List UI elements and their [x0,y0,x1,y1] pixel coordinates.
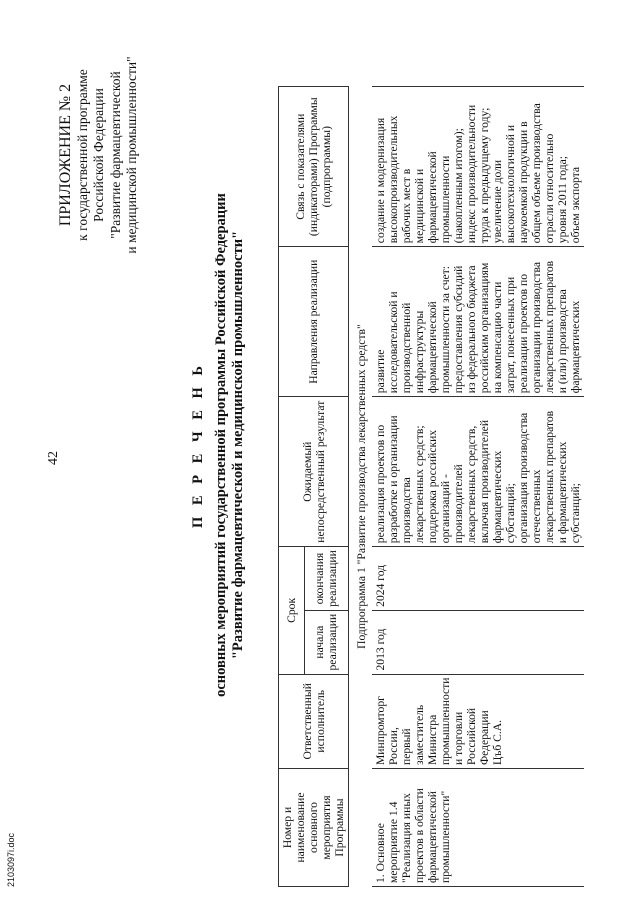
cell-executor: Минпромторг России, первый заместитель Министра промышленности и торговли Российской Федерации Цъб С.А. [372,674,584,768]
header-executor: Ответственный исполнитель [279,674,349,768]
table-row [372,87,584,887]
table-header-row [279,87,305,887]
heading-word: П Е Р Е Ч Е Н Ь [190,361,206,529]
header-link: Связь с показателями (индикаторами) Программы (подпрограммы) [279,87,349,247]
header-start: начала реализации [304,610,348,674]
appendix-line: Российской Федерации [91,88,106,222]
cell-end: 2024 год [372,547,584,611]
header-directions: Направления реализации [279,247,349,397]
cell-result: реализация проектов по разработке и организации производства лекарственных средств; поддержка российских организаций - производителей лекарственных средств, включая производителей фармацевтических субстанций; организация производства отечественных лекарственных препаратов и фармацевтических субстанций; [372,397,584,547]
header-end: окончания реализации [304,547,348,611]
appendix-line: "Развитие фармацевтической [107,71,123,239]
heading-line-2: "Развитие фармацевтической и медицинской промышленности" [230,230,246,660]
file-name-footer: 2103097i.doc [6,832,16,887]
appendix-line: к государственной программе [74,69,90,241]
heading-line-1: основных мероприятий государственной программы Российской Федерации [213,193,229,697]
subprogram-row [349,87,373,887]
header-name: Номер и наименование основного мероприятия Программы [279,769,349,887]
cell-name: 1. Основное мероприятие 1.4 "Реализация иных проектов в области фармацевтической промышленности" [372,769,584,887]
subprogram-title: Подпрограмма 1 "Развитие производства лекарственных средств" [355,324,368,649]
appendix-line: и медицинской промышленности" [124,56,139,254]
cell-link: создание и модернизация высокопроизводительных рабочих мест в медицинской и фармацевтической промышленности (накопленным итогом); индекс производительности труда к предыдущему году; увеличение доли высокотехнологичной и наукоемкой продукции в общем объеме производства отрасли относительно уровня 2011 года; объем экспорта [372,87,584,247]
measures-table [278,86,584,887]
appendix-title: ПРИЛОЖЕНИЕ № 2 [57,83,74,227]
page-number: 42 [46,451,61,465]
appendix-block [58,35,141,275]
header-term: Срок [279,547,305,674]
cell-start: 2013 год [372,610,584,674]
header-result: Ожидаемый непосредственный результат [279,397,349,547]
cell-directions: развитие исследовательской и производственной инфраструктуры фармацевтической промышленности за счет: предоставления субсидий из федерального бюджета российским организациям на компенсацию части затрат, понесенных при реализации проектов по организации производства лекарственных препаратов и (или) производства фармацевтических [372,247,584,397]
document-heading [190,135,247,755]
